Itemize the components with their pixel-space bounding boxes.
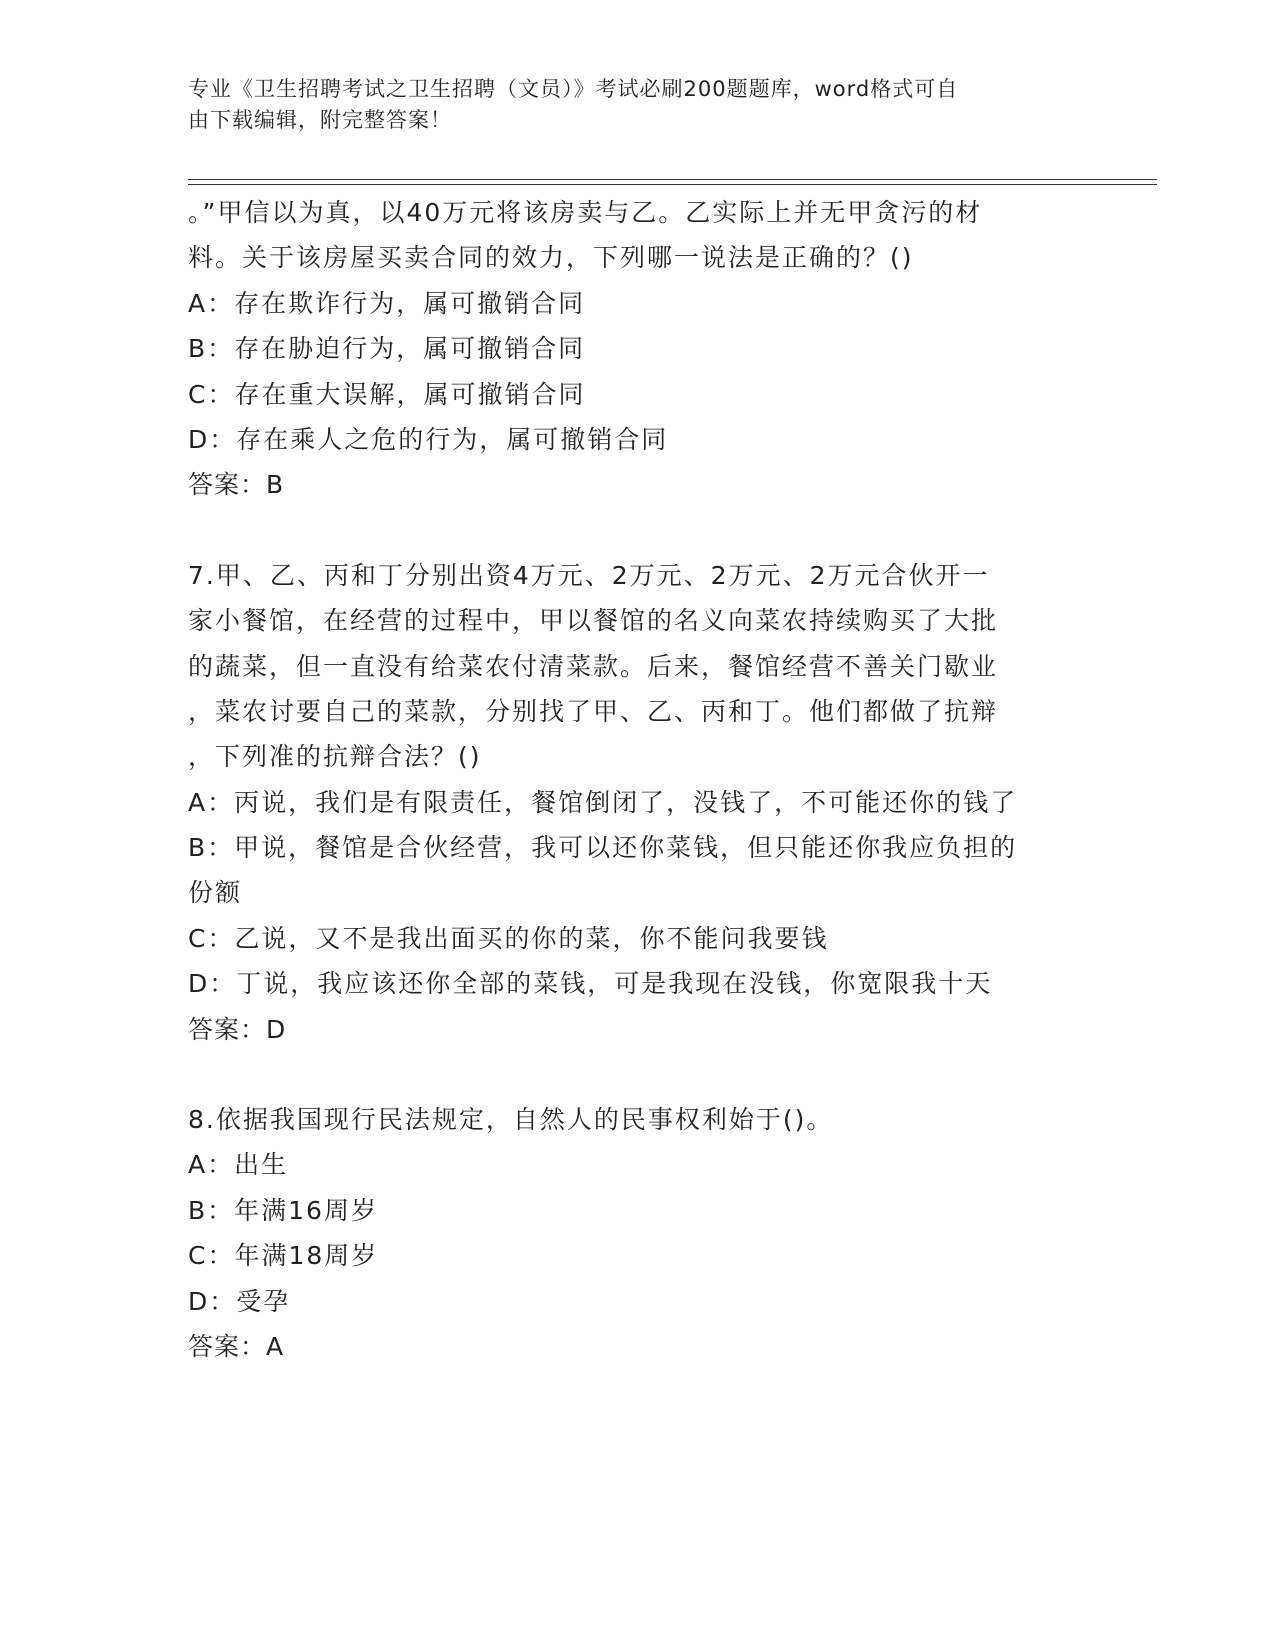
option-c: C：乙说，又不是我出面买的你的菜，你不能问我要钱 [188,923,829,953]
option-d: D：丁说，我应该还你全部的菜钱，可是我现在没钱，你宽限我十天 [188,969,993,999]
question-stem-line: 8.依据我国现行民法规定，自然人的民事权利始于()。 [188,1105,834,1135]
question-stem-line: 料。关于该房屋买卖合同的效力，下列哪一说法是正确的？() [188,243,914,273]
document-header [188,74,1088,136]
question-stem-line: ，菜农讨要自己的菜款，分别找了甲、乙、丙和丁。他们都做了抗辩 [188,696,999,726]
option-c: C：年满18周岁 [188,1241,379,1271]
question-stem-line: 。”甲信以为真，以40万元将该房卖与乙。乙实际上并无甲贪污的材 [188,198,983,227]
option-d: D：受孕 [188,1286,291,1316]
document-body [188,190,1088,1369]
question-7 [188,553,1088,1052]
answer-line: 答案：A [188,1331,285,1361]
option-b: B：甲说，餐馆是合伙经营，我可以还你菜钱，但只能还你我应负担的 [188,833,1018,863]
question-stem-line: 家小餐馆，在经营的过程中，甲以餐馆的名义向菜农持续购买了大批 [188,606,999,636]
question-8 [188,1097,1088,1369]
option-b: B：存在胁迫行为，属可撤销合同 [188,334,586,364]
question-stem-line: 7.甲、乙、丙和丁分别出资4万元、2万元、2万元、2万元合伙开一 [188,560,990,590]
answer-line: 答案：B [188,470,285,500]
option-a: A：丙说，我们是有限责任，餐馆倒闭了，没钱了，不可能还你的钱了 [188,787,1018,817]
question-stem-line: 的蔬菜，但一直没有给菜农付清菜款。后来，餐馆经营不善关门歇业 [188,651,999,681]
header-line-1: 专业《卫生招聘考试之卫生招聘（文员）》考试必刷200题题库，word格式可自 [188,77,959,101]
option-b-continued: 份额 [188,878,243,908]
option-a: A：出生 [188,1150,289,1180]
option-c: C：存在重大误解，属可撤销合同 [188,379,586,409]
option-b: B：年满16周岁 [188,1195,378,1225]
option-d: D：存在乘人之危的行为，属可撤销合同 [188,424,669,454]
header-divider-top [188,179,1157,180]
question-6 [188,190,1088,508]
header-line-2: 由下载编辑，附完整答案！ [188,108,452,132]
option-a: A：存在欺诈行为，属可撤销合同 [188,288,586,318]
question-stem-line: ，下列准的抗辩合法？() [188,742,482,772]
answer-line: 答案：D [188,1014,287,1044]
header-divider-bottom [188,184,1157,185]
